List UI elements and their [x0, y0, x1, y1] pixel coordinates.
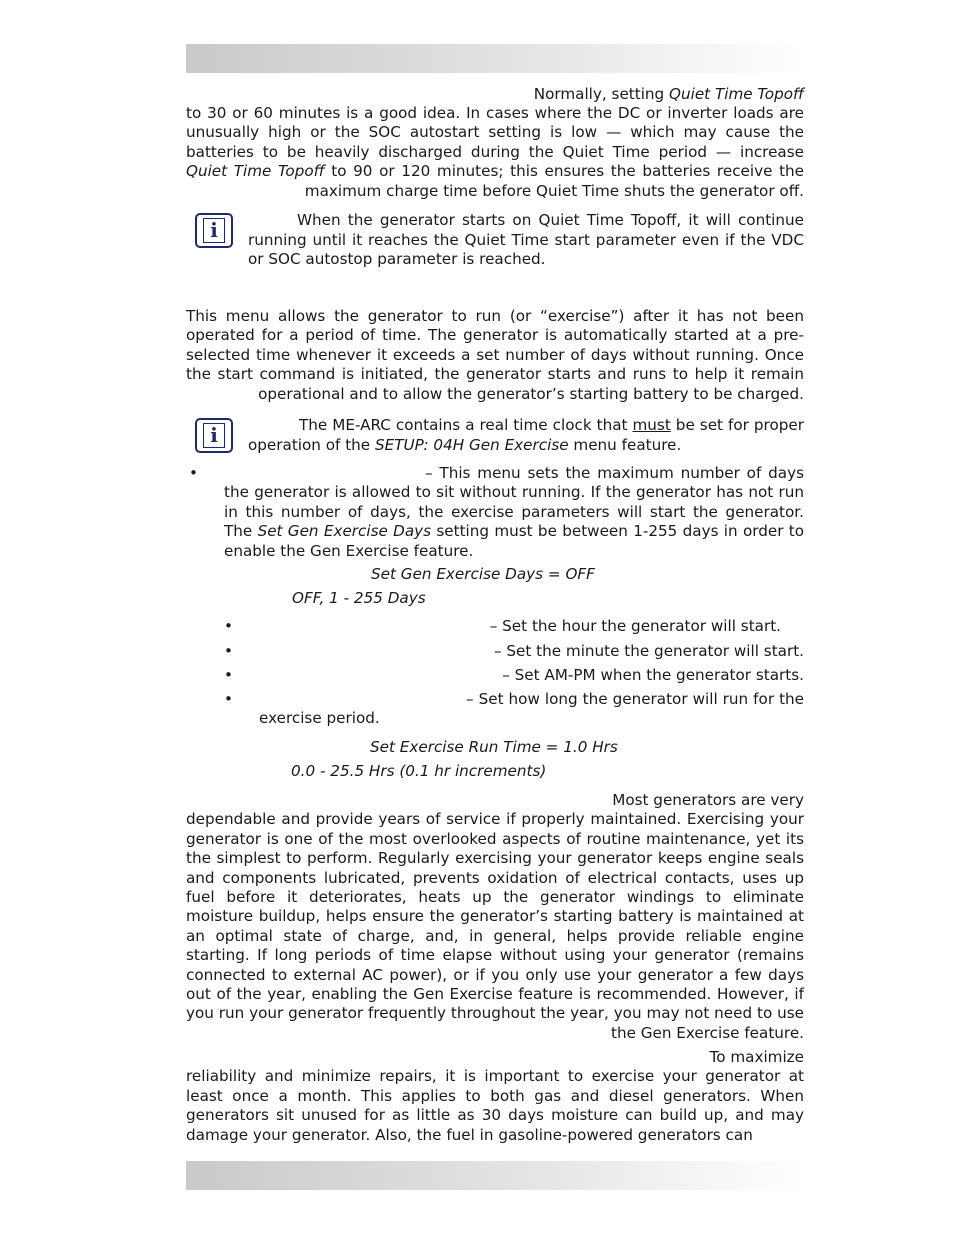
why-exercise-paragraph: Most generators are very dependable and provide years of service if properly maintained. Exercising your generator is one of the most overlooked aspects of routine maintenance, yet its the simplest to perform. Regularly exercising your generator keeps engine seals and components lubricated, prevents oxidation of electrical contacts, uses up fuel before it deteriorates, heats up the generator windings to eliminate moisture buildup, helps ensure the generator’s starting battery is maintained at an optimal state of charge, and, in general, helps provide reliable engine starting. If long periods of time elapse without using your generator (remains connected to external AC power), or if you only use your generator a few days out of the year, enabling the Gen Exercise feature is recommended. However, if you run your generator frequently throughout the year, you may not need to use the Gen Exercise feature.: [186, 791, 804, 1042]
quiet-time-topoff-paragraph-body: to 30 or 60 minutes is a good idea. In cases where the DC or inverter loads are unusually high or the SOC autostart setting is low — which may cause the batteries to be heavily discharged during the Quiet Time period — increase Quiet Time Topoff to 90 or 120 minutes; this ensures the batteries receive the maximum charge time before Quiet Time shuts the generator off.: [186, 104, 804, 200]
how-often-paragraph: To maximize reliability and minimize repairs, it is important to exercise your generator at least once a month. This applies to both gas and diesel generators. When generators sit unused for as little as 30 days moisture can build up, and may damage your generator. Also, the fuel in gasoline-powered generators can: [186, 1048, 804, 1144]
info-icon: i: [195, 213, 233, 248]
run-time-default-value: Set Exercise Run Time = 1.0 Hrs: [370, 738, 618, 756]
info-note-quiet-time: [186, 211, 804, 270]
start-am-pm-item: – Set AM-PM when the generator starts.: [502, 666, 804, 684]
run-time-range-value: 0.0 - 25.5 Hrs (0.1 hr increments): [291, 762, 547, 780]
start-minute-item: – Set the minute the generator will start.: [493, 642, 804, 660]
bullet-dot: •: [224, 617, 233, 635]
info-icon: i: [195, 418, 233, 453]
bullet-dot: •: [224, 642, 233, 660]
bullet-dot: •: [224, 666, 233, 684]
set-gen-exercise-days-item: – This menu sets the maximum number of days the generator is allowed to sit without running. If the generator has not run in this number of days, the exercise parameters will start the generator. The Set Gen Exercise Days setting must be between 1-255 days in order to enable the Gen Exercise feature.: [224, 464, 804, 560]
days-default-value: Set Gen Exercise Days = OFF: [371, 565, 595, 583]
info-note-text: The ME-ARC contains a real time clock that must be set for proper operation of the SETUP: 04H Gen Exercise menu feature.: [248, 416, 804, 454]
header-band: [186, 44, 804, 73]
bullet-dot: •: [189, 464, 198, 482]
info-note-clock: [186, 416, 804, 455]
footer-band: [186, 1161, 804, 1190]
start-hour-item: – Set the hour the generator will start.: [489, 617, 781, 635]
exercise-run-time-item: – Set how long the generator will run for the exercise period.: [259, 690, 804, 728]
quiet-time-topoff-paragraph: Normally, setting Quiet Time Topoff: [533, 85, 804, 103]
info-note-text: When the generator starts on Quiet Time Topoff, it will continue running until it reaches the Quiet Time start parameter even if the VDC or SOC autostop parameter is reached.: [248, 211, 804, 269]
gen-exercise-intro-paragraph: This menu allows the generator to run (or “exercise”) after it has not been operated for a period of time. The generator is automatically started at a pre-selected time whenever it exceeds a set number of days without running. Once the start command is initiated, the generator starts and runs to help it remain operational and to allow the generator’s starting battery to be charged.: [186, 307, 804, 403]
bullet-dot: •: [224, 690, 233, 708]
days-range-value: OFF, 1 - 255 Days: [292, 589, 426, 607]
